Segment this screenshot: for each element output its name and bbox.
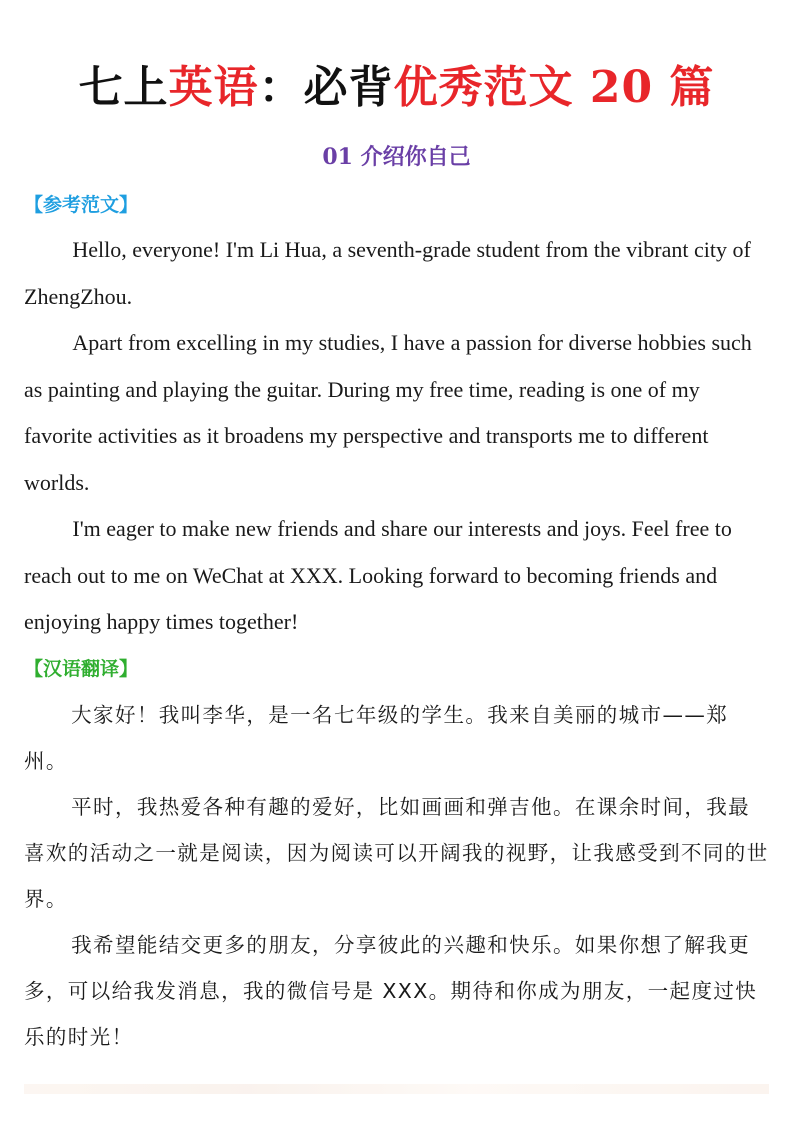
reference-essay-label: 【参考范文】 bbox=[24, 194, 139, 216]
chinese-paragraph: 平时，我热爱各种有趣的爱好，比如画画和弹吉他。在课余时间，我最喜欢的活动之一就是阅读，因为阅读可以开阔我的视野，让我感受到不同的世界。 bbox=[24, 795, 769, 911]
page-title bbox=[0, 58, 793, 118]
chinese-translation-label: 【汉语翻译】 bbox=[24, 658, 139, 680]
chinese-translation bbox=[24, 692, 769, 1060]
english-essay bbox=[24, 227, 769, 646]
title-part-essays: 优秀范文 20 篇 bbox=[393, 62, 715, 113]
english-paragraph: I'm eager to make new friends and share our interests and joys. Feel free to reach out to me on WeChat at XXX. Looking forward to becoming friends and enjoying happy times together! bbox=[24, 516, 732, 634]
essay-subtitle: 01 介绍你自己 bbox=[322, 144, 471, 170]
chinese-paragraph: 大家好！我叫李华，是一名七年级的学生。我来自美丽的城市——郑州。 bbox=[24, 703, 729, 773]
english-paragraph: Hello, everyone! I'm Li Hua, a seventh-grade student from the vibrant city of ZhengZhou. bbox=[24, 237, 751, 309]
english-paragraph: Apart from excelling in my studies, I have a passion for diverse hobbies such as painting and playing the guitar. During my free time, reading is one of my favorite activities as it broadens my perspective and transports me to different worlds. bbox=[24, 330, 752, 495]
title-part-grade: 七上 bbox=[78, 62, 169, 113]
title-part-subject: 英语 bbox=[168, 62, 259, 113]
chinese-paragraph: 我希望能结交更多的朋友，分享彼此的兴趣和快乐。如果你想了解我更多，可以给我发消息，我的微信号是 XXX。期待和你成为朋友，一起度过快乐的时光！ bbox=[24, 933, 758, 1049]
page-bottom-fade bbox=[24, 1084, 769, 1094]
title-part-must-recite: ：必背 bbox=[258, 62, 394, 113]
